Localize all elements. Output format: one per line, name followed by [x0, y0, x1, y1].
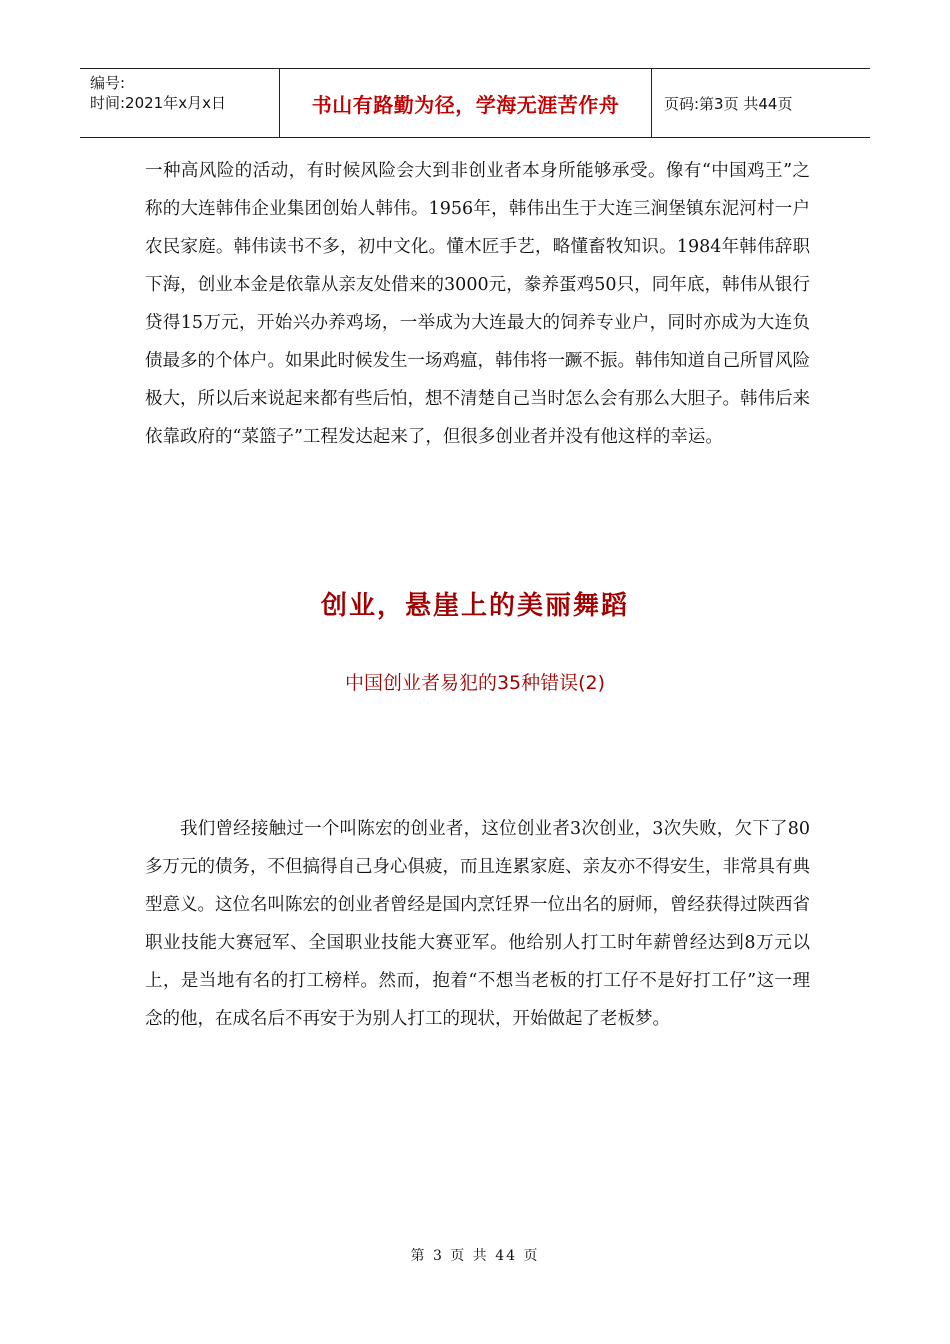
article-subtitle: 中国创业者易犯的35种错误(2)	[344, 672, 606, 694]
body-paragraph-1: 一种高风险的活动，有时候风险会大到非创业者本身所能够承受。像有“中国鸡王”之称的大连韩伟企业集团创始人韩伟。1956年，韩伟出生于大连三涧堡镇东泥河村一户农民家庭。韩伟读书不多，初中文化。懂木匠手艺，略懂畜牧知识。1984年韩伟辞职下海，创业本金是依靠从亲友处借来的3000元，豢养蛋鸡50只，同年底，韩伟从银行贷得15万元，开始兴办养鸡场，一举成为大连最大的饲养专业户，同时亦成为大连负债最多的个体户。如果此时候发生一场鸡瘟，韩伟将一蹶不振。韩伟知道自己所冒风险极大，所以后来说起来都有些后怕，想不清楚自己当时怎么会有那么大胆子。韩伟后来依靠政府的“菜篮子”工程发达起来了，但很多创业者并没有他这样的幸运。	[145, 161, 810, 447]
body-paragraph-2: 我们曾经接触过一个叫陈宏的创业者，这位创业者3次创业，3次失败，欠下了80多万元的债务，不但搞得自己身心俱疲，而且连累家庭、亲友亦不得安生，非常具有典型意义。这位名叫陈宏的创业者曾经是国内烹饪界一位出名的厨师，曾经获得过陕西省职业技能大赛冠军、全国职业技能大赛亚军。他给别人打工时年薪曾经达到8万元以上，是当地有名的打工榜样。然而，抱着“不想当老板的打工仔不是好打工仔”这一理念的他，在成名后不再安于为别人打工的现状，开始做起了老板梦。	[145, 819, 810, 1029]
header-motto: 书山有路勤为径，学海无涯苦作舟	[280, 69, 652, 137]
document-date: 时间:2021年x月x日	[90, 94, 226, 112]
header-page-info: 页码:第3页 共44页	[664, 94, 793, 113]
article-title: 创业，悬崖上的美丽舞蹈	[320, 591, 629, 621]
page-header	[80, 68, 870, 138]
document-number-label: 编号:	[90, 74, 126, 92]
header-meta	[80, 69, 280, 137]
page-footer: 第 3 页 共 44 页	[410, 1248, 540, 1264]
